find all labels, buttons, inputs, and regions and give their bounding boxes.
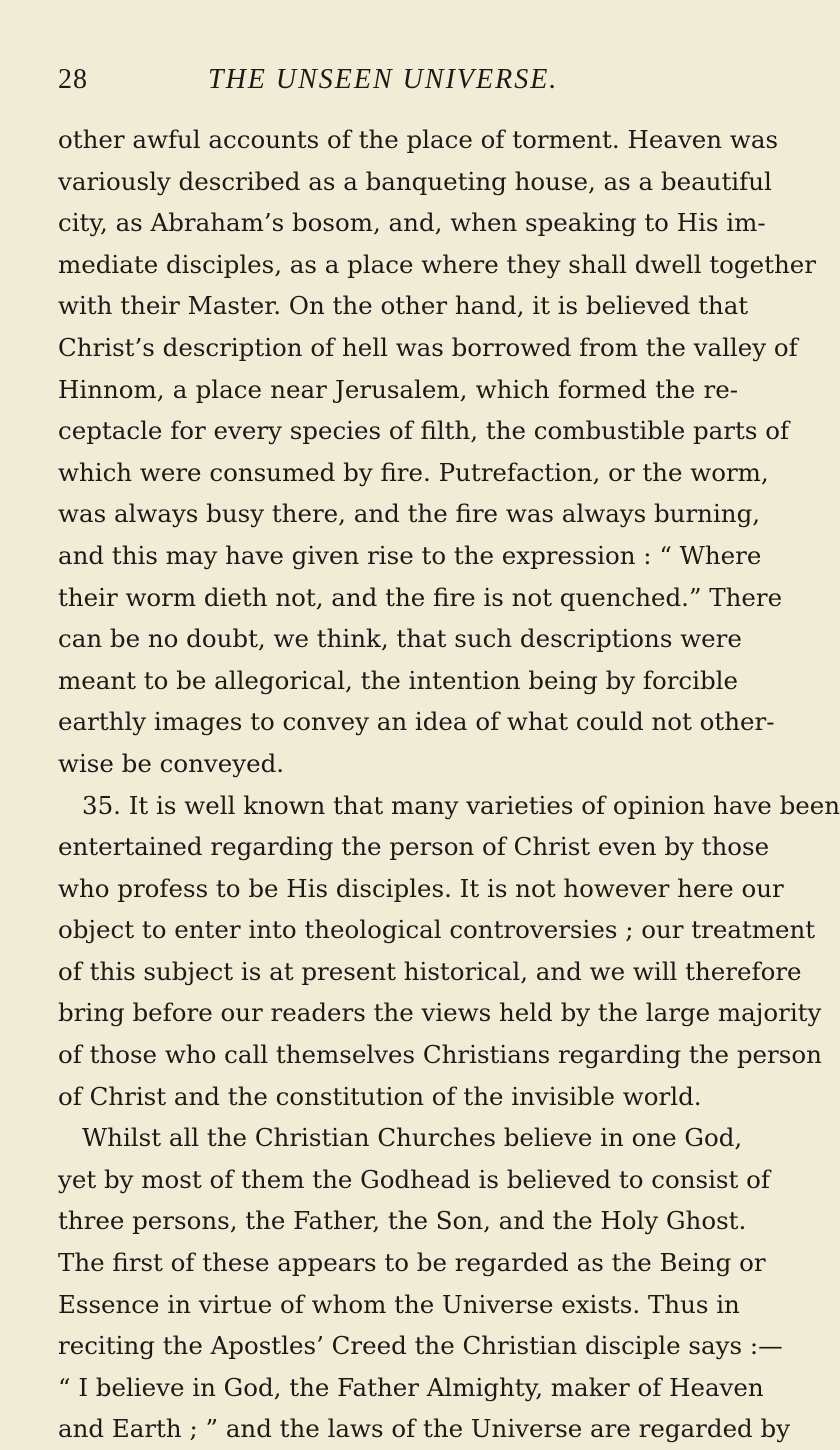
- text-line: mediate disciples, as a place where they shall dwell together: [58, 249, 816, 279]
- text-line: of this subject is at present historical, and we will therefore: [58, 956, 802, 986]
- text-line: three persons, the Father, the Son, and the Holy Ghost.: [58, 1206, 747, 1236]
- text-line: entertained regarding the person of Christ even by those: [58, 832, 770, 862]
- text-line: reciting the Apostles’ Creed the Christian disciple says :—: [58, 1331, 783, 1361]
- running-title: THE UNSEEN UNIVERSE.: [208, 64, 559, 95]
- text-line: Hinnom, a place near Jerusalem, which formed the re-: [58, 374, 738, 404]
- page-header: [58, 64, 758, 104]
- text-line: meant to be allegorical, the intention being by forcible: [58, 665, 738, 695]
- text-line: of those who call themselves Christians regarding the person: [58, 1040, 822, 1070]
- text-line: object to enter into theological controversies ; our treatment: [58, 915, 816, 945]
- text-line: other awful accounts of the place of torment. Heaven was: [58, 125, 779, 154]
- text-line: variously described as a banqueting house, as a beautiful: [58, 166, 772, 196]
- text-line: yet by most of them the Godhead is believed to consist of: [58, 1164, 770, 1194]
- text-line: wise be conveyed.: [58, 748, 285, 778]
- page-number: 28: [58, 64, 88, 95]
- text-line: and Earth ; ” and the laws of the Universe are regarded by: [58, 1414, 791, 1444]
- text-line: Essence in virtue of whom the Universe exists. Thus in: [58, 1289, 740, 1319]
- text-line: The first of these appears to be regarded as the Being or: [58, 1248, 766, 1278]
- text-line: ceptacle for every species of filth, the combustible parts of: [58, 416, 790, 446]
- text-line: “ I believe in God, the Father Almighty, maker of Heaven: [58, 1372, 764, 1402]
- text-line: city, as Abraham’s bosom, and, when speaking to His im-: [58, 208, 766, 238]
- body-text: [58, 119, 840, 1450]
- text-line: was always busy there, and the fire was always burning,: [58, 499, 761, 529]
- text-line: their worm dieth not, and the fire is not quenched.” There: [58, 582, 783, 612]
- text-line: who profess to be His disciples. It is not however here our: [58, 873, 784, 903]
- text-line: earthly images to convey an idea of what could not other-: [58, 707, 775, 737]
- text-line: bring before our readers the views held by the large majority: [58, 998, 822, 1028]
- text-line: with their Master. On the other hand, it is believed that: [58, 291, 749, 321]
- text-line: of Christ and the constitution of the invisible world.: [58, 1081, 702, 1111]
- text-line: which were consumed by fire. Putrefaction, or the worm,: [58, 457, 769, 487]
- text-line: and this may have given rise to the expression : “ Where: [58, 540, 762, 570]
- paragraph-start-line: Whilst all the Christian Churches believe in one God,: [82, 1123, 743, 1153]
- text-line: can be no doubt, we think, that such descriptions were: [58, 624, 742, 654]
- text-line: Christ’s description of hell was borrowed from the valley of: [58, 332, 798, 362]
- section-start-line: 35. It is well known that many varieties of opinion have been: [82, 790, 840, 820]
